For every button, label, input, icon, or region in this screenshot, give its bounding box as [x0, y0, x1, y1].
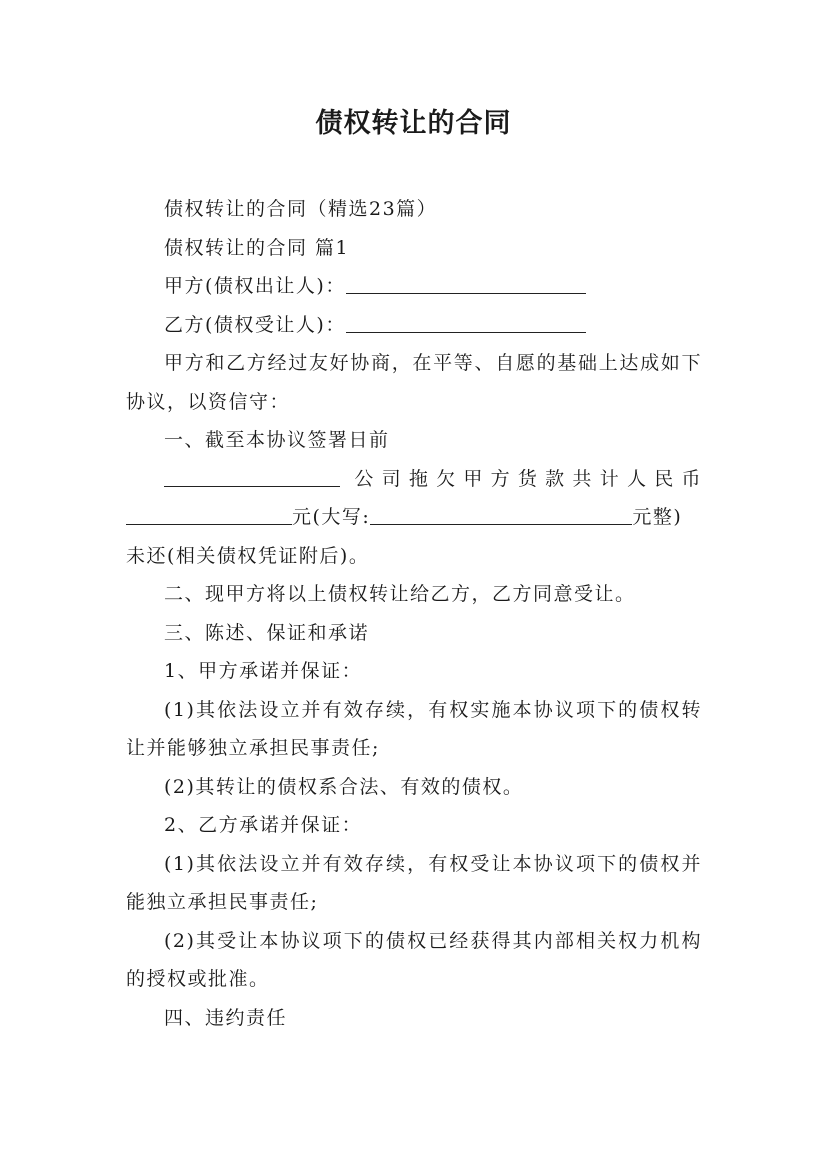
- debt-text-b: 元(大写:: [292, 506, 371, 528]
- company-blank: [164, 464, 340, 487]
- document-title: 债权转让的合同: [315, 108, 512, 139]
- debt-amount-block: [126, 460, 702, 576]
- paragraph-party-b-warranty: 2、乙方承诺并保证：: [164, 814, 363, 836]
- party-a-label: 甲方(债权出让人)：: [164, 275, 346, 297]
- paragraph-subtitle: 债权转让的合同（精选23篇）: [164, 198, 438, 220]
- party-a-blank: [346, 271, 586, 294]
- paragraph-party-b-item-1: (1)其依法设立并有效存续，有权受让本协议项下的债权并能独立承担民事责任;: [126, 852, 702, 913]
- amount-words-blank: [370, 502, 632, 525]
- paragraph-clause-1: 一、截至本协议签署日前: [164, 429, 390, 451]
- debt-text-a: 公司拖欠甲方货款共计人民币: [354, 467, 702, 490]
- debt-text-c: 元整): [632, 506, 683, 528]
- paragraph-party-a-item-1: (1)其依法设立并有效存续，有权实施本协议项下的债权转让并能够独立承担民事责任;: [126, 698, 702, 759]
- debt-line-1: [126, 460, 702, 499]
- debt-line-2: [126, 498, 702, 537]
- paragraph-party-a-item-2: (2)其转让的债权系合法、有效的债权。: [164, 775, 524, 798]
- debt-line-3: 未还(相关债权凭证附后)。: [126, 544, 370, 567]
- party-b-label: 乙方(债权受让人)：: [164, 313, 346, 336]
- paragraph-clause-3: 三、陈述、保证和承诺: [164, 621, 370, 644]
- paragraph-party-a-warranty: 1、甲方承诺并保证：: [164, 660, 363, 682]
- paragraph-agreement-intro: 甲方和乙方经过友好协商，在平等、自愿的基础上达成如下协议，以资信守：: [126, 352, 702, 413]
- paragraph-clause-2: 二、现甲方将以上债权转让给乙方，乙方同意受让。: [164, 583, 636, 605]
- amount-blank: [126, 502, 292, 525]
- paragraph-clause-4: 四、违约责任: [164, 1006, 288, 1029]
- party-b-line: [126, 306, 702, 345]
- paragraph-party-b-item-2: (2)其受让本协议项下的债权已经获得其内部相关权力机构的授权或批准。: [126, 929, 702, 990]
- paragraph-section-heading: 债权转让的合同 篇1: [164, 236, 350, 259]
- party-a-line: [126, 267, 702, 306]
- document-body: [126, 190, 702, 1037]
- party-b-blank: [346, 310, 586, 333]
